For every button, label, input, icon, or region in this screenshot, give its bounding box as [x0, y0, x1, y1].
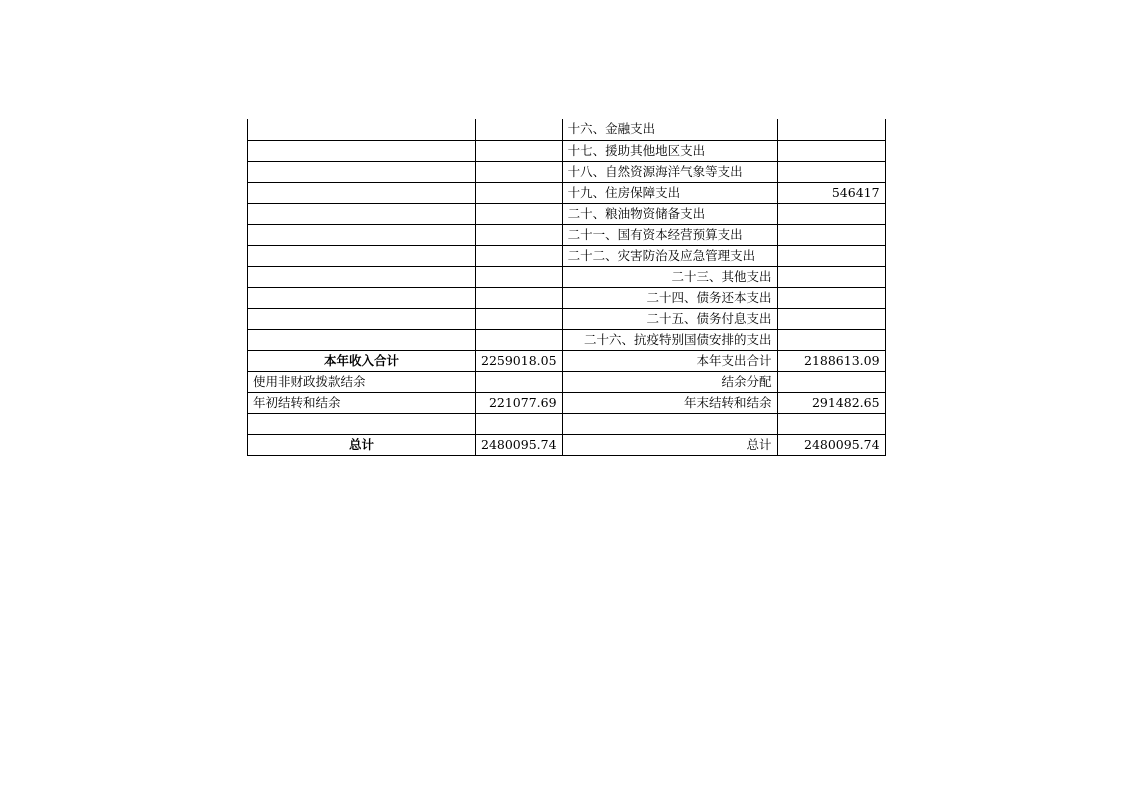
expense-item-cell: 二十一、国有资本经营预算支出: [562, 224, 777, 245]
expense-amount-cell: [777, 329, 885, 350]
income-total-amount: 2259018.05: [476, 350, 563, 371]
expense-amount-cell: [777, 119, 885, 140]
income-amount-cell: 221077.69: [476, 392, 563, 413]
income-amount-cell: [476, 329, 563, 350]
income-amount-cell: [476, 119, 563, 140]
expense-amount-cell: [777, 224, 885, 245]
budget-summary-table: [247, 119, 886, 456]
income-amount-cell: [476, 413, 563, 434]
grand-total-row: [248, 434, 886, 455]
expense-amount-cell: 291482.65: [777, 392, 885, 413]
income-amount-cell: [476, 140, 563, 161]
expense-amount-cell: [777, 413, 885, 434]
income-item-cell: [248, 182, 476, 203]
expense-item-cell: 结余分配: [562, 371, 777, 392]
income-item-cell: [248, 224, 476, 245]
table-row: [248, 245, 886, 266]
table-row: [248, 203, 886, 224]
expense-item-cell: 年末结转和结余: [562, 392, 777, 413]
expense-item-cell: 十九、住房保障支出: [562, 182, 777, 203]
income-item-cell: [248, 287, 476, 308]
expense-amount-cell: [777, 203, 885, 224]
income-item-cell: [248, 161, 476, 182]
income-grand-total-label: 总计: [248, 434, 476, 455]
income-amount-cell: [476, 308, 563, 329]
table-row: [248, 392, 886, 413]
expense-item-cell: 二十四、债务还本支出: [562, 287, 777, 308]
expense-total-label: 本年支出合计: [562, 350, 777, 371]
table-row: [248, 119, 886, 140]
income-amount-cell: [476, 245, 563, 266]
income-amount-cell: [476, 371, 563, 392]
table-row: [248, 266, 886, 287]
income-item-cell: 年初结转和结余: [248, 392, 476, 413]
table-row: [248, 329, 886, 350]
expense-item-cell: 二十六、抗疫特别国债安排的支出: [562, 329, 777, 350]
expense-amount-cell: [777, 308, 885, 329]
expense-item-cell: 十八、自然资源海洋气象等支出: [562, 161, 777, 182]
income-amount-cell: [476, 182, 563, 203]
table-row: [248, 224, 886, 245]
income-grand-total-amount: 2480095.74: [476, 434, 563, 455]
expense-amount-cell: [777, 161, 885, 182]
income-item-cell: [248, 245, 476, 266]
income-item-cell: [248, 140, 476, 161]
income-amount-cell: [476, 287, 563, 308]
expense-item-cell: [562, 413, 777, 434]
income-amount-cell: [476, 161, 563, 182]
table-row: [248, 161, 886, 182]
table-row: [248, 308, 886, 329]
expense-amount-cell: [777, 140, 885, 161]
income-item-cell: [248, 329, 476, 350]
expense-item-cell: 二十二、灾害防治及应急管理支出: [562, 245, 777, 266]
income-item-cell: [248, 413, 476, 434]
expense-amount-cell: [777, 266, 885, 287]
income-item-cell: [248, 119, 476, 140]
income-amount-cell: [476, 266, 563, 287]
table-row: [248, 287, 886, 308]
expense-total-amount: 2188613.09: [777, 350, 885, 371]
income-total-label: 本年收入合计: [248, 350, 476, 371]
income-item-cell: [248, 266, 476, 287]
annual-total-row: [248, 350, 886, 371]
expense-item-cell: 二十三、其他支出: [562, 266, 777, 287]
table-row: [248, 182, 886, 203]
expense-item-cell: 二十五、债务付息支出: [562, 308, 777, 329]
expense-amount-cell: [777, 371, 885, 392]
expense-amount-cell: [777, 287, 885, 308]
expense-item-cell: 十六、金融支出: [562, 119, 777, 140]
table-row: [248, 371, 886, 392]
income-amount-cell: [476, 224, 563, 245]
expense-grand-total-label: 总计: [562, 434, 777, 455]
expense-amount-cell: [777, 245, 885, 266]
income-item-cell: [248, 203, 476, 224]
expense-item-cell: 十七、援助其他地区支出: [562, 140, 777, 161]
table-row: [248, 140, 886, 161]
blank-row: [248, 413, 886, 434]
expense-grand-total-amount: 2480095.74: [777, 434, 885, 455]
expense-item-cell: 二十、粮油物资储备支出: [562, 203, 777, 224]
income-item-cell: [248, 308, 476, 329]
income-amount-cell: [476, 203, 563, 224]
income-item-cell: 使用非财政拨款结余: [248, 371, 476, 392]
expense-amount-cell: 546417: [777, 182, 885, 203]
